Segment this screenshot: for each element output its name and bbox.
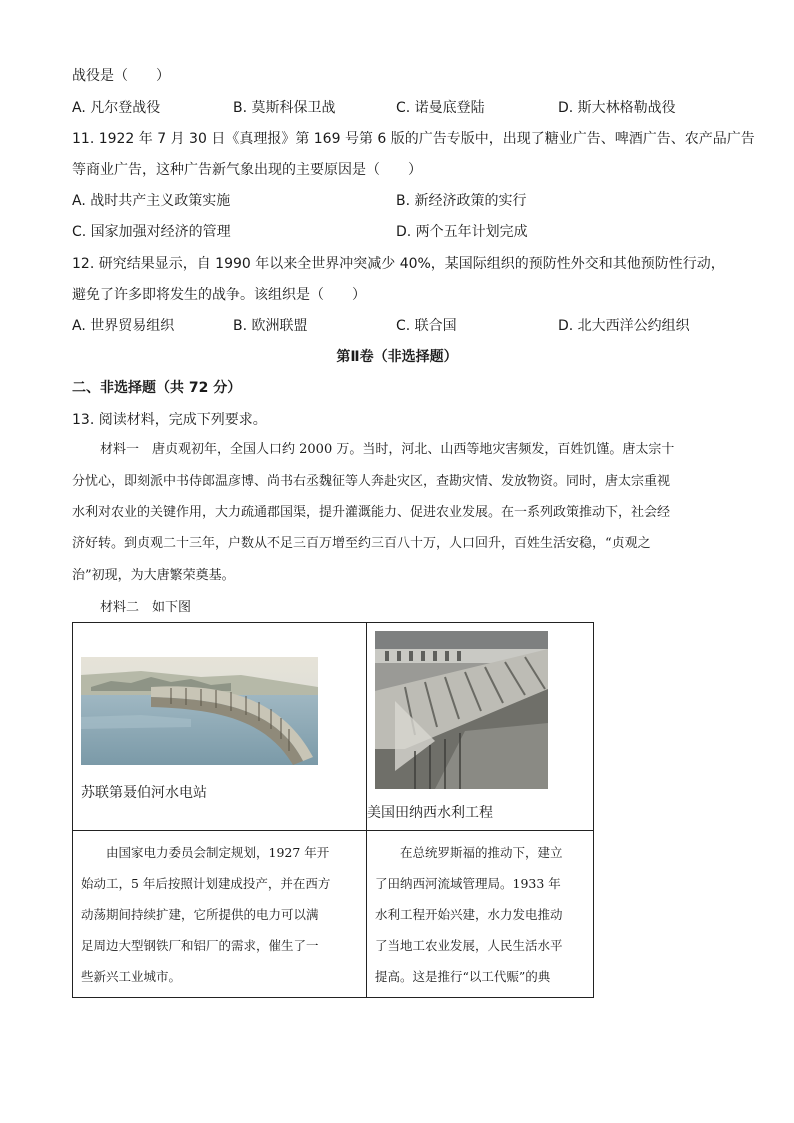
left-text-cell [73,831,367,998]
q12-option-d: D. 北大西洋公约组织 [558,318,690,334]
right-text-line1: 在总统罗斯福的推动下，建立 [375,845,563,860]
q10-option-a: A. 凡尔登战役 [72,100,161,116]
right-text-line2: 了田纳西河流域管理局。1933 年 [375,876,561,891]
q11-stem-line2: 等商业广告，这种广告新气象出现的主要原因是（ ） [72,162,422,178]
material2-label: 材料二 如下图 [100,600,192,615]
dnieper-dam-photo [81,657,318,765]
material2-table [72,622,594,998]
q10-option-b: B. 莫斯科保卫战 [233,100,336,116]
q12-stem-line2: 避免了许多即将发生的战争。该组织是（ ） [72,287,366,303]
right-caption: 美国田纳西水利工程 [367,805,493,821]
part2-title: 第Ⅱ卷（非选择题） [336,349,458,365]
q10-stem-tail: 战役是（ ） [72,68,170,84]
q13-prompt: 13. 阅读材料，完成下列要求。 [72,412,267,428]
q10-option-d: D. 斯大林格勒战役 [558,100,676,116]
material1-line5: 治”初现，为大唐繁荣奠基。 [72,568,235,583]
left-text-line4: 足周边大型钢铁厂和铝厂的需求，催生了一 [81,938,319,953]
left-text-line5: 些新兴工业城市。 [81,969,182,984]
q11-option-a: A. 战时共产主义政策实施 [72,193,231,209]
left-description [73,831,366,992]
section-title: 二、非选择题（共 72 分） [72,380,242,396]
q11-option-c: C. 国家加强对经济的管理 [72,224,231,240]
right-description [367,831,593,992]
material1-line1: 材料一 唐贞观初年，全国人口约 2000 万。当时，河北、山西等地灾害频发，百姓饥馑。唐太宗十 [100,442,675,457]
q11-option-b: B. 新经济政策的实行 [396,193,527,209]
material1-line4: 济好转。到贞观二十三年，户数从不足三百万增至约三百八十万，人口回升，百姓生活安稳，“贞观之 [72,536,651,551]
q11-option-d: D. 两个五年计划完成 [396,224,528,240]
right-image-cell [367,623,594,831]
material1-line3: 水利对农业的关键作用，大力疏通郡国渠，提升灌溉能力、促进农业发展。在一系列政策推动下，社会经 [72,505,671,520]
q12-option-b: B. 欧洲联盟 [233,318,308,334]
q11-stem-line1: 11. 1922 年 7 月 30 日《真理报》第 169 号第 6 版的广告专版中，出现了糖业广告、啤酒广告、农产品广告 [72,131,755,147]
right-text-line3: 水利工程开始兴建，水力发电推动 [375,907,563,922]
material1-line2: 分忧心，即刻派中书侍郎温彦博、尚书右丞魏征等人奔赴灾区，查勘灾情、发放物资。同时，唐太宗重视 [72,474,671,489]
q10-option-c: C. 诺曼底登陆 [396,100,485,116]
q12-option-c: C. 联合国 [396,318,457,334]
left-text-line1: 由国家电力委员会制定规划，1927 年开 [81,845,330,860]
right-text-line5: 提高。这是推行“以工代赈”的典 [375,969,551,984]
left-text-line2: 始动工，5 年后按照计划建成投产，并在西方 [81,876,331,891]
right-text-cell [367,831,594,998]
tennessee-dam-photo [375,631,548,789]
left-text-line3: 动荡期间持续扩建，它所提供的电力可以满 [81,907,319,922]
left-caption: 苏联第聂伯河水电站 [81,785,207,801]
left-image-cell [73,623,367,831]
q12-option-a: A. 世界贸易组织 [72,318,175,334]
q12-stem-line1: 12. 研究结果显示，自 1990 年以来全世界冲突减少 40%，某国际组织的预防性外交和其他预防性行动， [72,256,725,272]
right-text-line4: 了当地工农业发展，人民生活水平 [375,938,563,953]
